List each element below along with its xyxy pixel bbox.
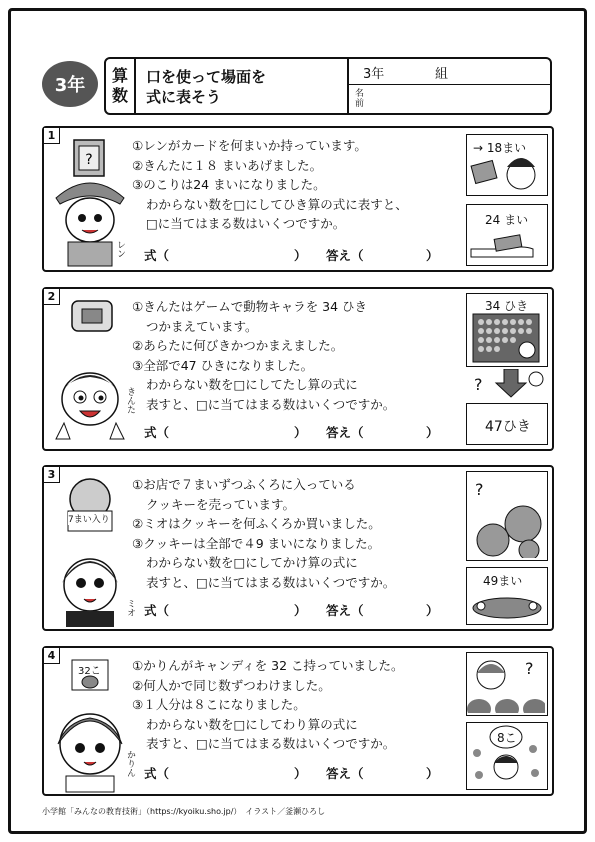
total-animals-box	[466, 403, 548, 445]
problem-number: 4	[43, 647, 60, 664]
answer-row[interactable]	[144, 423, 439, 441]
header-box	[104, 57, 552, 115]
game-animals-illustration	[466, 293, 548, 367]
cookie-total-illustration	[466, 567, 548, 625]
character-name-karin: かりん	[125, 750, 135, 777]
formula-field[interactable]: 式（ ）	[144, 425, 307, 440]
card-question-mark: ?	[85, 152, 93, 168]
per-person-label: 8こ	[497, 731, 517, 745]
candy-count-label: 32こ	[78, 666, 101, 677]
answer-row[interactable]	[144, 246, 439, 264]
footer-credit: 小学館「みんなの教育技術」（https://kyoiku.sho.jp/） イラスト／釜瀬ひろし	[42, 807, 326, 816]
problem-number: 2	[43, 288, 60, 305]
unknown-question-mark: ?	[475, 480, 484, 499]
problem-4	[42, 646, 554, 796]
worksheet-title: 口を使って場面を 式に表そう	[146, 68, 267, 106]
karin-character-illustration	[50, 658, 130, 794]
problem-text: ①きんたはゲームで動物キャラを 34 ひき つかまえています。 ②あらたに何びきかつかまえました。 ③全部で47 ひきになりました。 わからない数を□にしてたし算の式に 表すと、□に当てはまる数はいくつですか。	[132, 299, 396, 412]
total-count-label: 47ひき	[485, 419, 531, 435]
formula-field[interactable]: 式（ ）	[144, 248, 307, 263]
name-box[interactable]	[347, 59, 550, 113]
grade-badge: 3年	[42, 61, 98, 107]
formula-field[interactable]: 式（ ）	[144, 603, 307, 618]
class-label: 組	[435, 67, 449, 82]
start-count-label: 34 ひき	[485, 299, 529, 313]
problem-number: 3	[43, 466, 60, 483]
down-arrow-icon	[490, 369, 548, 399]
problem-2	[42, 287, 554, 451]
class-grade: 3年	[363, 67, 385, 82]
problem-text: ①かりんがキャンディを 32 こ持っていました。 ②何人かで同じ数ずつわけました。 ③１人分は８こになりました。 わからない数を□にしてわり算の式に 表すと、□に当てはまる数はいくつですか。	[132, 658, 404, 751]
answer-field[interactable]: 答え（ ）	[326, 603, 439, 618]
bag-label: 7まい入り	[68, 512, 110, 525]
problem-text: ①お店で７まいずつふくろに入っている クッキーを売っています。 ②ミオはクッキーを何ふくろか買いました。 ③クッキーは全部で４9 まいになりました。 わからない数を□にしてかけ算の式に 表すと、□に当てはまる数はいくつですか。	[132, 477, 396, 590]
problem-number: 1	[43, 127, 60, 144]
unknown-question-mark: ?	[525, 659, 534, 678]
girl-thinking-illustration	[466, 652, 548, 716]
name-label: 名 前	[355, 89, 365, 109]
problem-3	[42, 465, 554, 631]
subject-label: 算 数	[106, 59, 136, 113]
answer-field[interactable]: 答え（ ）	[326, 248, 439, 263]
character-name-ren: レン	[115, 240, 125, 258]
give-label: → 18まい	[473, 141, 527, 155]
kinta-character-illustration	[50, 299, 130, 449]
total-cookies-label: 49まい	[483, 574, 523, 588]
problem-1	[42, 126, 554, 272]
class-row	[349, 59, 550, 85]
candy-share-illustration	[466, 722, 548, 790]
problem-text: ①レンがカードを何まいか持っています。 ②きんたに１８ まいあげました。 ③のこりは24 まいになりました。 わからない数を□にしてひき算の式に表すと、 □に当てはまる数はいくつですか。	[132, 138, 408, 231]
give-cards-illustration	[466, 134, 548, 196]
mio-character-illustration	[50, 477, 130, 627]
remaining-cards-illustration	[466, 204, 548, 266]
answer-row[interactable]	[144, 764, 439, 782]
answer-row[interactable]	[144, 601, 439, 619]
character-name-mio: ミオ	[125, 599, 135, 617]
cookie-bags-illustration	[466, 471, 548, 561]
unknown-question-mark: ?	[474, 375, 483, 394]
answer-field[interactable]: 答え（ ）	[326, 766, 439, 781]
answer-field[interactable]: 答え（ ）	[326, 425, 439, 440]
character-name-kinta: きんた	[125, 387, 135, 414]
formula-field[interactable]: 式（ ）	[144, 766, 307, 781]
remaining-label: 24 まい	[485, 213, 529, 227]
